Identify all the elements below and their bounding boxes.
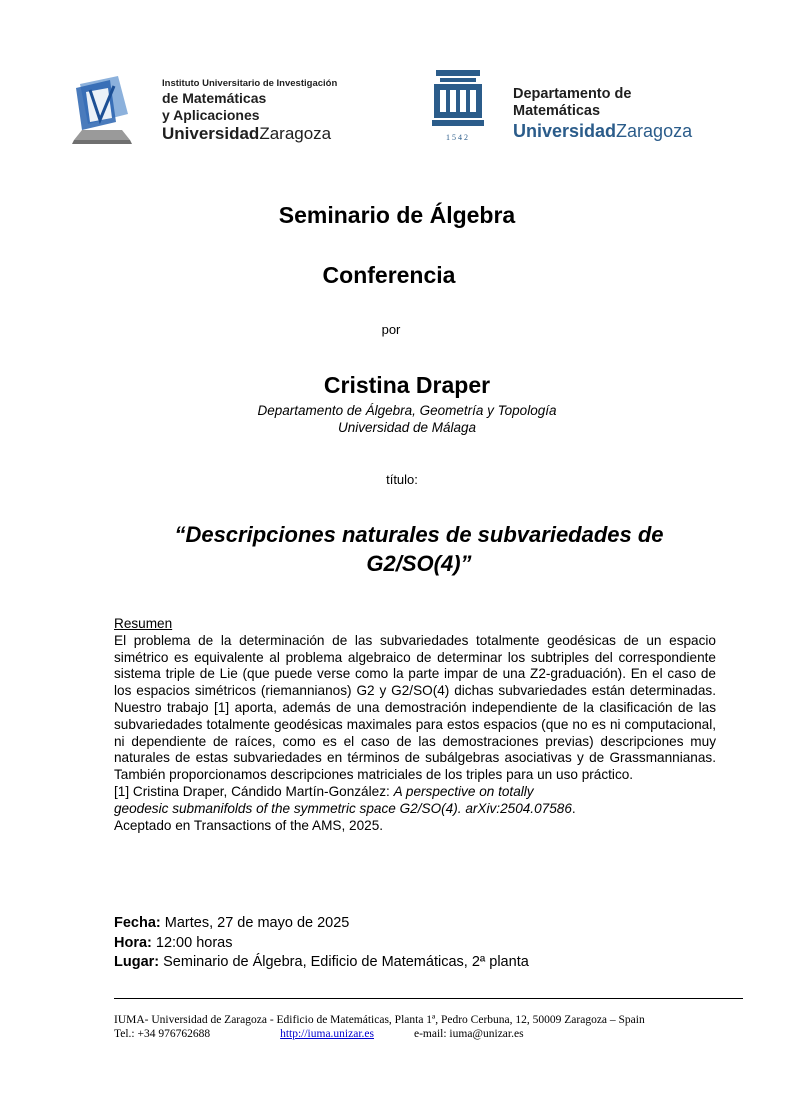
reference-title-2: geodesic submanifolds of the symmetric space G2/SO(4). arXiv:2504.07586 — [114, 800, 572, 816]
abstract — [114, 616, 716, 834]
university-crest-icon — [430, 68, 486, 146]
talk-title — [22, 520, 794, 578]
dept-line-1: Departamento de — [513, 86, 632, 102]
talk-title-line-1: “Descripciones naturales de subvariedades de — [174, 522, 664, 547]
footer — [114, 1014, 645, 1041]
date-row — [114, 914, 529, 934]
iuma-line-2: de Matemáticas — [162, 90, 267, 106]
dept-university-bold: Universidad — [513, 121, 617, 141]
time-value: 12:00 horas — [151, 934, 233, 951]
title-label: título: — [386, 472, 418, 487]
speaker-name: Cristina Draper — [323, 372, 491, 398]
department-logo — [430, 68, 720, 148]
footer-website-link[interactable]: http://iuma.unizar.es — [280, 1027, 374, 1040]
place-row — [114, 953, 529, 973]
time-label: Hora: — [114, 934, 152, 951]
place-value: Seminario de Álgebra, Edificio de Matemáticas, 2ª planta — [159, 954, 529, 970]
date-label: Fecha: — [114, 915, 161, 931]
talk-title-line-2: G2/SO(4)” — [366, 551, 472, 576]
reference-end: . — [571, 800, 576, 816]
dept-university-rest: Zaragoza — [616, 121, 693, 141]
iuma-line-1: Instituto Universitario de Investigación — [162, 78, 338, 89]
reference-acceptance: Aceptado en Transactions of the AMS, 2025. — [114, 817, 384, 833]
iuma-university-rest: Zaragoza — [259, 124, 332, 143]
abstract-reference — [114, 784, 716, 818]
speaker-affiliation — [10, 402, 794, 436]
crest-year: 1542 — [446, 133, 470, 142]
iuma-university-bold: Universidad — [162, 124, 260, 143]
footer-address: IUMA- Universidad de Zaragoza - Edificio de Matemáticas, Planta 1ª, Pedro Cerbuna, 12, 50009 Zaragoza – Spain — [114, 1014, 645, 1026]
place-label: Lugar: — [114, 954, 160, 970]
abstract-text: El problema de la determinación de las subvariedades totalmente geodésicas de un espacio simétrico es equivalente al problema algebraico de determinar los subtriples del correspondiente sistema triple de Lie (que puede verse como la parte impar de una Z2-graduación). En el caso de los espacios simétricos (riemannianos) G2 y G2/SO(4) dichas subvariedades están determinadas. Nuestro trabajo [1] aporta, además de una demostración independiente de la clasificación de las subvariedades totalmente geodésicas maximales para estos espacios (que no es ni computacional, ni dependiente de raíces, como es el caso de las demostraciones previas) descripciones muy naturales de estas subvariedades en términos de subálgebras asociativas y de Grassmannianas. También proporcionamos descripciones matriciales de los triples para un uso práctico. — [114, 632, 716, 783]
footer-email: e-mail: iuma@unizar.es — [413, 1027, 524, 1040]
footer-divider — [114, 998, 743, 999]
speaker-university: Universidad de Málaga — [337, 420, 477, 435]
reference-title-1: A perspective on totally — [393, 783, 534, 799]
by-label: por — [381, 322, 401, 337]
dept-line-2: Matemáticas — [513, 103, 601, 119]
reference-authors: [1] Cristina Draper, Cándido Martín-González: — [114, 783, 394, 799]
footer-phone: Tel.: +34 976762688 — [114, 1027, 211, 1040]
dept-university — [513, 120, 692, 142]
speaker-department: Departamento de Álgebra, Geometría y Topología — [257, 403, 557, 418]
seminar-title: Seminario de Álgebra — [278, 202, 516, 228]
time-row — [114, 934, 529, 954]
iuma-university — [162, 124, 337, 144]
event-details — [114, 914, 529, 973]
date-value: Martes, 27 de mayo de 2025 — [160, 915, 350, 931]
iuma-emblem-icon — [70, 74, 136, 146]
iuma-logo — [70, 74, 340, 154]
event-type: Conferencia — [322, 262, 456, 288]
footer-contact — [114, 1028, 645, 1042]
iuma-line-3: y Aplicaciones — [162, 107, 260, 123]
abstract-heading: Resumen — [114, 616, 173, 631]
